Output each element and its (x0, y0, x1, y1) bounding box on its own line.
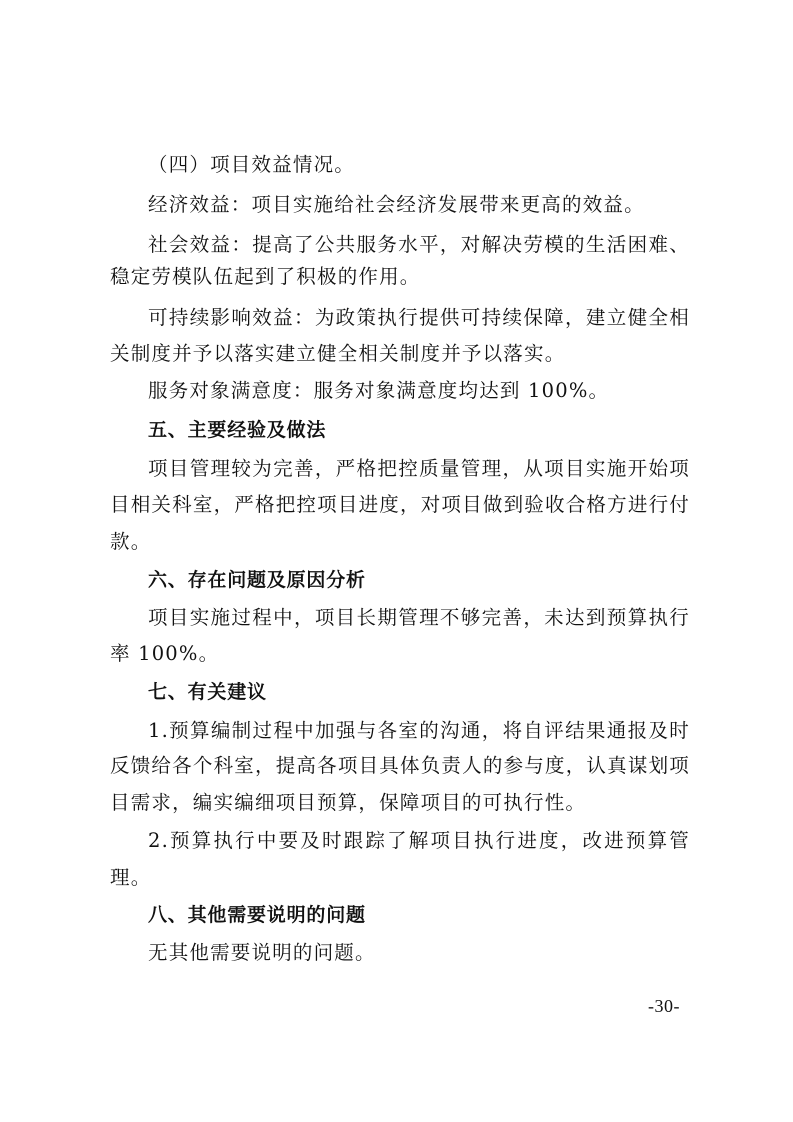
social-benefit-line-1: 社会效益：提高了公共服务水平，对解决劳模的生活困难、 (148, 233, 690, 256)
section-5-line-1: 项目管理较为完善，严格把控质量管理，从项目实施开始项 (148, 457, 690, 480)
section-5-line-3: 款。 (110, 530, 152, 553)
benefits-heading: （四）项目效益情况。 (148, 153, 356, 176)
economic-benefit: 经济效益：项目实施给社会经济发展带来更高的效益。 (148, 193, 645, 216)
sustainable-benefit-line-1: 可持续影响效益：为政策执行提供可持续保障，建立健全相 (148, 306, 690, 329)
sustainable-benefit-line-2: 关制度并予以落实建立健全相关制度并予以落实。 (110, 342, 566, 365)
section-6-line-1: 项目实施过程中，项目长期管理不够完善，未达到预算执行 (148, 606, 690, 629)
section-6-heading: 六、存在问题及原因分析 (148, 569, 366, 591)
social-benefit-line-2: 稳定劳模队伍起到了积极的作用。 (110, 265, 421, 288)
section-7-item-1-line-1: 1.预算编制过程中加强与各室的沟通，将自评结果通报及时 (148, 719, 690, 742)
page-number: -30- (648, 996, 680, 1016)
section-7-item-2-line-1: 2.预算执行中要及时跟踪了解项目执行进度，改进预算管 (148, 829, 690, 852)
section-5-heading: 五、主要经验及做法 (148, 419, 327, 441)
section-5-line-2: 目相关科室，严格把控项目进度，对项目做到验收合格方进行付 (110, 493, 690, 516)
section-7-item-1-line-2: 反馈给各个科室，提高各项目具体负责人的参与度，认真谋划项 (110, 754, 690, 777)
section-7-item-1-line-3: 目需求，编实编细项目预算，保障项目的可执行性。 (110, 791, 587, 814)
satisfaction: 服务对象满意度：服务对象满意度均达到 100%。 (148, 379, 610, 402)
section-7-heading: 七、有关建议 (148, 681, 267, 703)
section-7-item-2-line-2: 理。 (110, 866, 152, 889)
section-8-heading: 八、其他需要说明的问题 (148, 904, 366, 926)
section-8-text: 无其他需要说明的问题。 (148, 941, 376, 964)
section-6-line-2: 率 100%。 (110, 642, 220, 665)
